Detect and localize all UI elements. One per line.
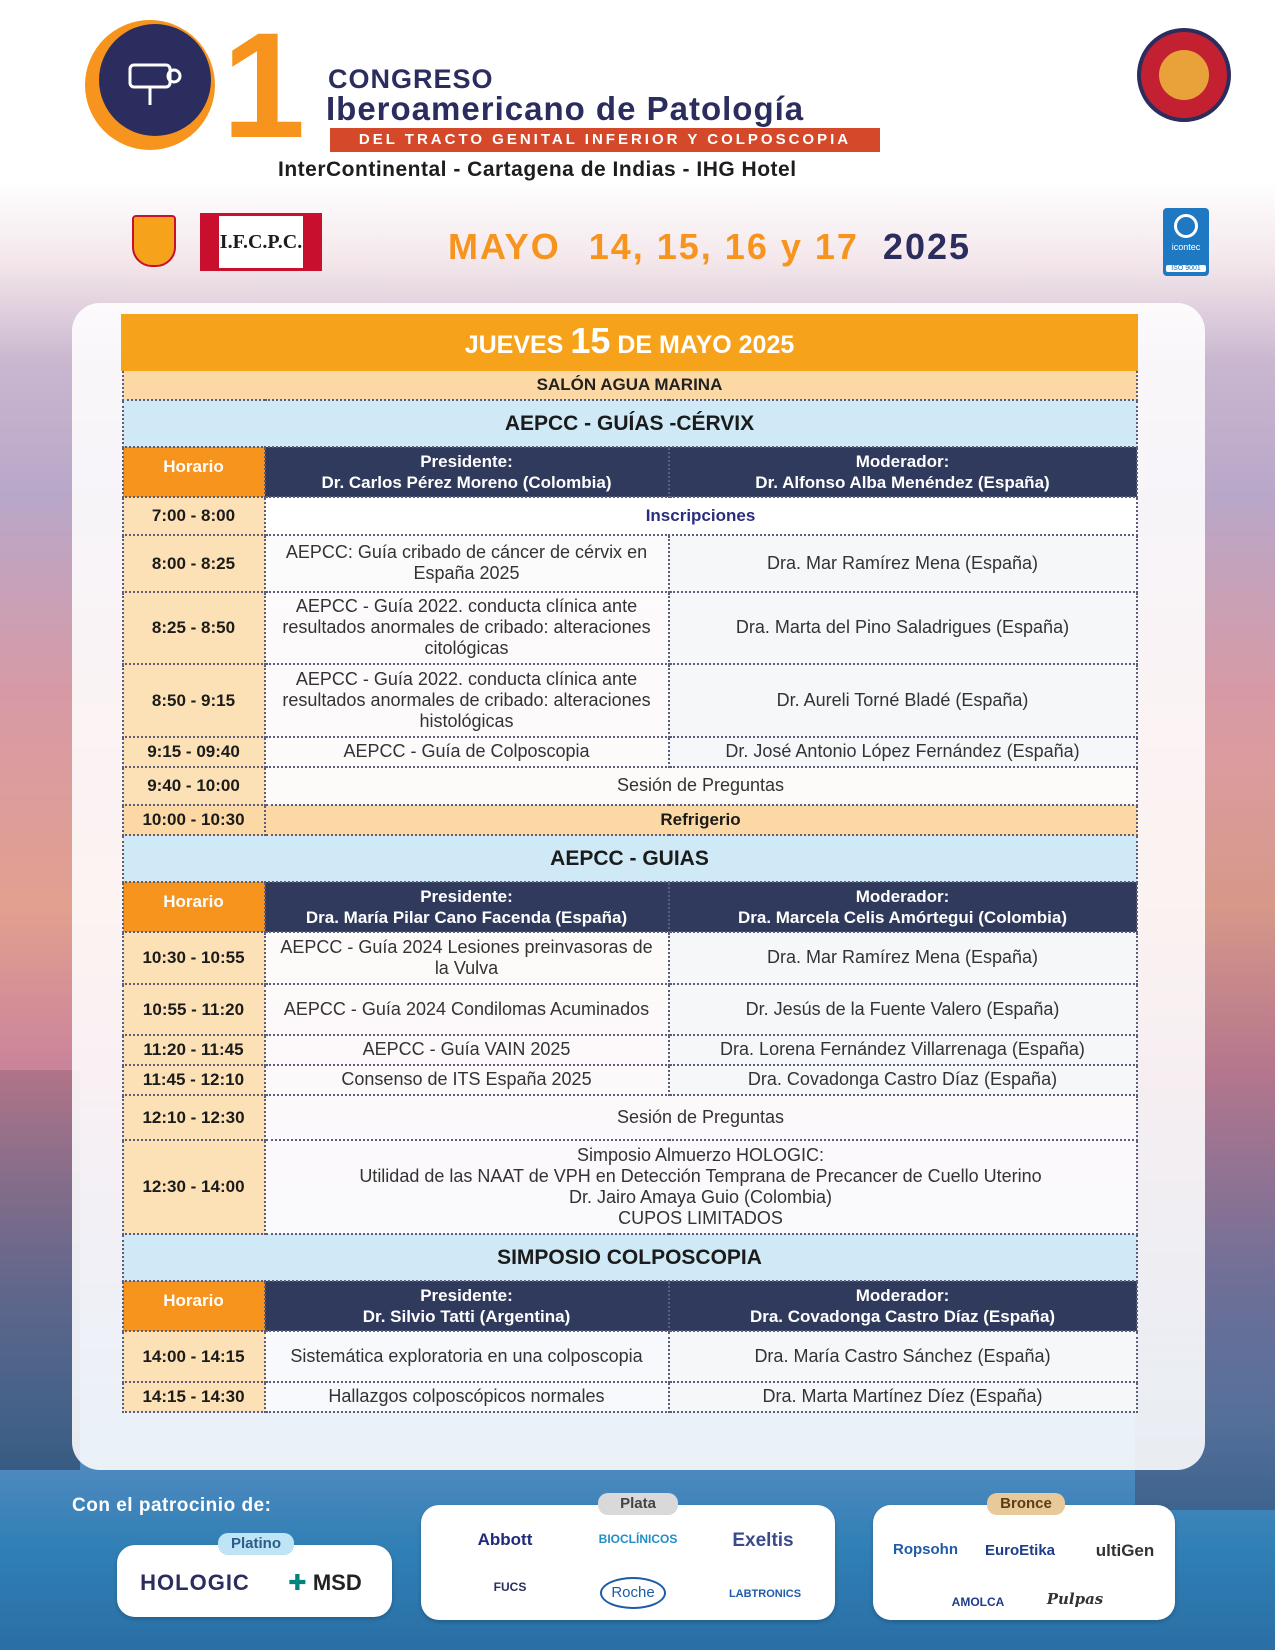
topic-cell: AEPCC - Guía 2022. conducta clínica ante resultados anormales de cribado: alteraciones histológicas: [265, 664, 669, 737]
questions-cell: Sesión de Preguntas: [265, 1095, 1137, 1140]
date-year: 2025: [882, 226, 972, 267]
congress-title: Iberoamericano de Patología: [326, 90, 805, 127]
horario-header: Horario: [123, 447, 265, 497]
time-cell: 11:45 - 12:10: [123, 1065, 265, 1095]
table-row: [123, 1035, 1137, 1065]
section-title-row: [123, 400, 1137, 447]
room-row: [123, 370, 1137, 400]
icontec-logo: [1163, 208, 1209, 276]
speaker-cell: Dra. Mar Ramírez Mena (España): [669, 535, 1137, 592]
msd-logo: ✚ MSD: [288, 1570, 362, 1595]
schedule: [121, 314, 1135, 1413]
fecolsog-logo: [1137, 28, 1231, 122]
euroetika-logo: EuroEtika: [984, 1542, 1056, 1559]
speaker-cell: Dr. José Antonio López Fernández (España): [669, 737, 1137, 767]
hologic-logo: HOLOGIC: [140, 1570, 250, 1595]
congress-subtitle: DEL TRACTO GENITAL INFERIOR Y COLPOSCOPIA: [330, 128, 880, 152]
moderador-label: Moderador:: [855, 1285, 950, 1305]
section-title: SIMPOSIO COLPOSCOPIA: [123, 1234, 1137, 1281]
presidente-name: Dr. Carlos Pérez Moreno (Colombia): [321, 472, 612, 492]
topic-cell: AEPCC: Guía cribado de cáncer de cérvix en España 2025: [265, 535, 669, 592]
time-cell: 9:40 - 10:00: [123, 767, 265, 805]
table-row: [123, 767, 1137, 805]
time-cell: 10:00 - 10:30: [123, 805, 265, 835]
time-cell: 7:00 - 8:00: [123, 497, 265, 535]
time-cell: 12:10 - 12:30: [123, 1095, 265, 1140]
moderador-name: Dra. Covadonga Castro Díaz (España): [749, 1306, 1056, 1326]
section-title: AEPCC - GUÍAS -CÉRVIX: [123, 400, 1137, 447]
break-row: [123, 805, 1137, 835]
time-cell: 10:30 - 10:55: [123, 932, 265, 984]
table-row: [123, 497, 1137, 535]
break-cell: Refrigerio: [265, 805, 1137, 835]
abbott-logo: Abbott: [477, 1530, 533, 1549]
time-cell: 8:50 - 9:15: [123, 664, 265, 737]
symposium-line: Simposio Almuerzo HOLOGIC:: [576, 1144, 825, 1165]
section-title: AEPCC - GUIAS: [123, 835, 1137, 882]
time-cell: 8:25 - 8:50: [123, 592, 265, 664]
sponsors-label: Con el patrocinio de:: [72, 1495, 272, 1516]
section-title-row: [123, 835, 1137, 882]
moderador-label: Moderador:: [855, 451, 950, 471]
topic-cell: AEPCC - Guía 2024 Condilomas Acuminados: [265, 984, 669, 1035]
pulpas-logo: Pulpas: [1046, 1590, 1104, 1608]
table-row: [123, 984, 1137, 1035]
presidente-label: Presidente:: [420, 451, 513, 471]
day-month: DE MAYO 2025: [617, 330, 795, 359]
time-cell: 14:15 - 14:30: [123, 1382, 265, 1412]
table-row: [123, 1140, 1137, 1234]
section-header-row: [123, 447, 1137, 497]
time-cell: 8:00 - 8:25: [123, 535, 265, 592]
table-row: [123, 664, 1137, 737]
ultigen-logo: ultiGen: [1095, 1541, 1155, 1560]
ifcpc-text: I.F.C.P.C.: [219, 230, 303, 253]
speaker-cell: Dr. Jesús de la Fuente Valero (España): [669, 984, 1137, 1035]
moderador-header: [669, 447, 1137, 497]
questions-cell: Sesión de Preguntas: [265, 767, 1137, 805]
room-name: SALÓN AGUA MARINA: [123, 370, 1137, 400]
amolca-logo: AMOLCA: [951, 1595, 1005, 1609]
table-row: [123, 592, 1137, 664]
section-header-row: [123, 1281, 1137, 1331]
moderador-header: [669, 882, 1137, 932]
topic-cell: Consenso de ITS España 2025: [265, 1065, 669, 1095]
presidente-label: Presidente:: [420, 1285, 513, 1305]
colposcope-icon: [99, 24, 211, 136]
schedule-table: [121, 314, 1138, 1413]
speaker-cell: Dra. Lorena Fernández Villarrenaga (España): [669, 1035, 1137, 1065]
presidente-name: Dra. María Pilar Cano Facenda (España): [305, 907, 628, 927]
symposium-line: Dr. Jairo Amaya Guio (Colombia): [568, 1186, 833, 1207]
presidente-header: [265, 1281, 669, 1331]
venue: InterContinental - Cartagena de Indias - IHG Hotel: [278, 158, 797, 181]
moderador-header: [669, 1281, 1137, 1331]
time-cell: 12:30 - 14:00: [123, 1140, 265, 1234]
fucs-logo: FUCS: [493, 1580, 527, 1594]
topic-cell: AEPCC - Guía VAIN 2025: [265, 1035, 669, 1065]
section-title-row: [123, 1234, 1137, 1281]
time-cell: 11:20 - 11:45: [123, 1035, 265, 1065]
speaker-cell: Dra. Marta del Pino Saladrigues (España): [669, 592, 1137, 664]
congress-label: CONGRESO: [328, 64, 494, 94]
presidente-name: Dr. Silvio Tatti (Argentina): [362, 1306, 571, 1326]
topic-cell: Hallazgos colposcópicos normales: [265, 1382, 669, 1412]
platino-tag: Platino: [218, 1533, 294, 1555]
day-number: 15: [570, 319, 611, 361]
iso-label: ISO 9001: [1166, 265, 1206, 272]
table-row: [123, 1095, 1137, 1140]
aepcc-logo: [110, 205, 182, 275]
header: [0, 0, 1275, 290]
speaker-cell: Dra. Marta Martínez Díez (España): [669, 1382, 1137, 1412]
table-row: [123, 932, 1137, 984]
table-row: [123, 1382, 1137, 1412]
exeltis-logo: Exeltis: [732, 1530, 794, 1551]
table-row: [123, 1065, 1137, 1095]
edition-number: 1: [222, 1, 306, 169]
time-cell: 14:00 - 14:15: [123, 1331, 265, 1382]
time-cell: 10:55 - 11:20: [123, 984, 265, 1035]
symposium-line: Utilidad de las NAAT de VPH en Detección Temprana de Precancer de Cuello Uterino: [359, 1165, 1042, 1186]
event-dates: [448, 226, 971, 268]
horario-header: Horario: [123, 1281, 265, 1331]
ifcpc-logo: [200, 213, 322, 271]
topic-cell: AEPCC - Guía de Colposcopia: [265, 737, 669, 767]
time-cell: 9:15 - 09:40: [123, 737, 265, 767]
table-row: [123, 535, 1137, 592]
horario-header: Horario: [123, 882, 265, 932]
topic-cell: AEPCC - Guía 2022. conducta clínica ante resultados anormales de cribado: alteraciones citológicas: [265, 592, 669, 664]
icontec-label: icontec: [1171, 242, 1201, 252]
presidente-header: [265, 447, 669, 497]
symposium-line: CUPOS LIMITADOS: [618, 1207, 783, 1228]
topic-cell: AEPCC - Guía 2024 Lesiones preinvasoras de la Vulva: [265, 932, 669, 984]
table-row: [123, 1331, 1137, 1382]
table-row: [123, 737, 1137, 767]
day-name: JUEVES: [464, 330, 564, 359]
moderador-label: Moderador:: [855, 886, 950, 906]
bronce-tag: Bronce: [987, 1493, 1065, 1515]
presidente-header: [265, 882, 669, 932]
topic-cell: Sistemática exploratoria en una colposcopia: [265, 1331, 669, 1382]
plata-tag: Plata: [598, 1493, 678, 1515]
date-month: MAYO: [448, 226, 561, 267]
speaker-cell: Dra. Covadonga Castro Díaz (España): [669, 1065, 1137, 1095]
moderador-name: Dr. Alfonso Alba Menéndez (España): [755, 472, 1050, 492]
labtronics-logo: LABTRONICS: [728, 1588, 802, 1600]
bronce-box: [873, 1505, 1175, 1620]
bioclinicos-logo: BIOCLÍNICOS: [598, 1532, 678, 1546]
ropsohn-logo: Ropsohn: [893, 1541, 958, 1558]
presidente-label: Presidente:: [420, 886, 513, 906]
symposium-lunch-cell: [265, 1140, 1137, 1234]
roche-logo: Roche: [600, 1577, 666, 1609]
speaker-cell: Dra. Mar Ramírez Mena (España): [669, 932, 1137, 984]
section-header-row: [123, 882, 1137, 932]
speaker-cell: Dra. María Castro Sánchez (España): [669, 1331, 1137, 1382]
registration-cell: Inscripciones: [265, 497, 1137, 535]
day-banner: [123, 316, 1137, 370]
moderador-name: Dra. Marcela Celis Amórtegui (Colombia): [737, 907, 1068, 927]
city-background: [0, 1070, 80, 1470]
msd-text: MSD: [312, 1570, 362, 1595]
date-days: 14, 15, 16 y 17: [588, 226, 859, 267]
speaker-cell: Dr. Aureli Torné Bladé (España): [669, 664, 1137, 737]
